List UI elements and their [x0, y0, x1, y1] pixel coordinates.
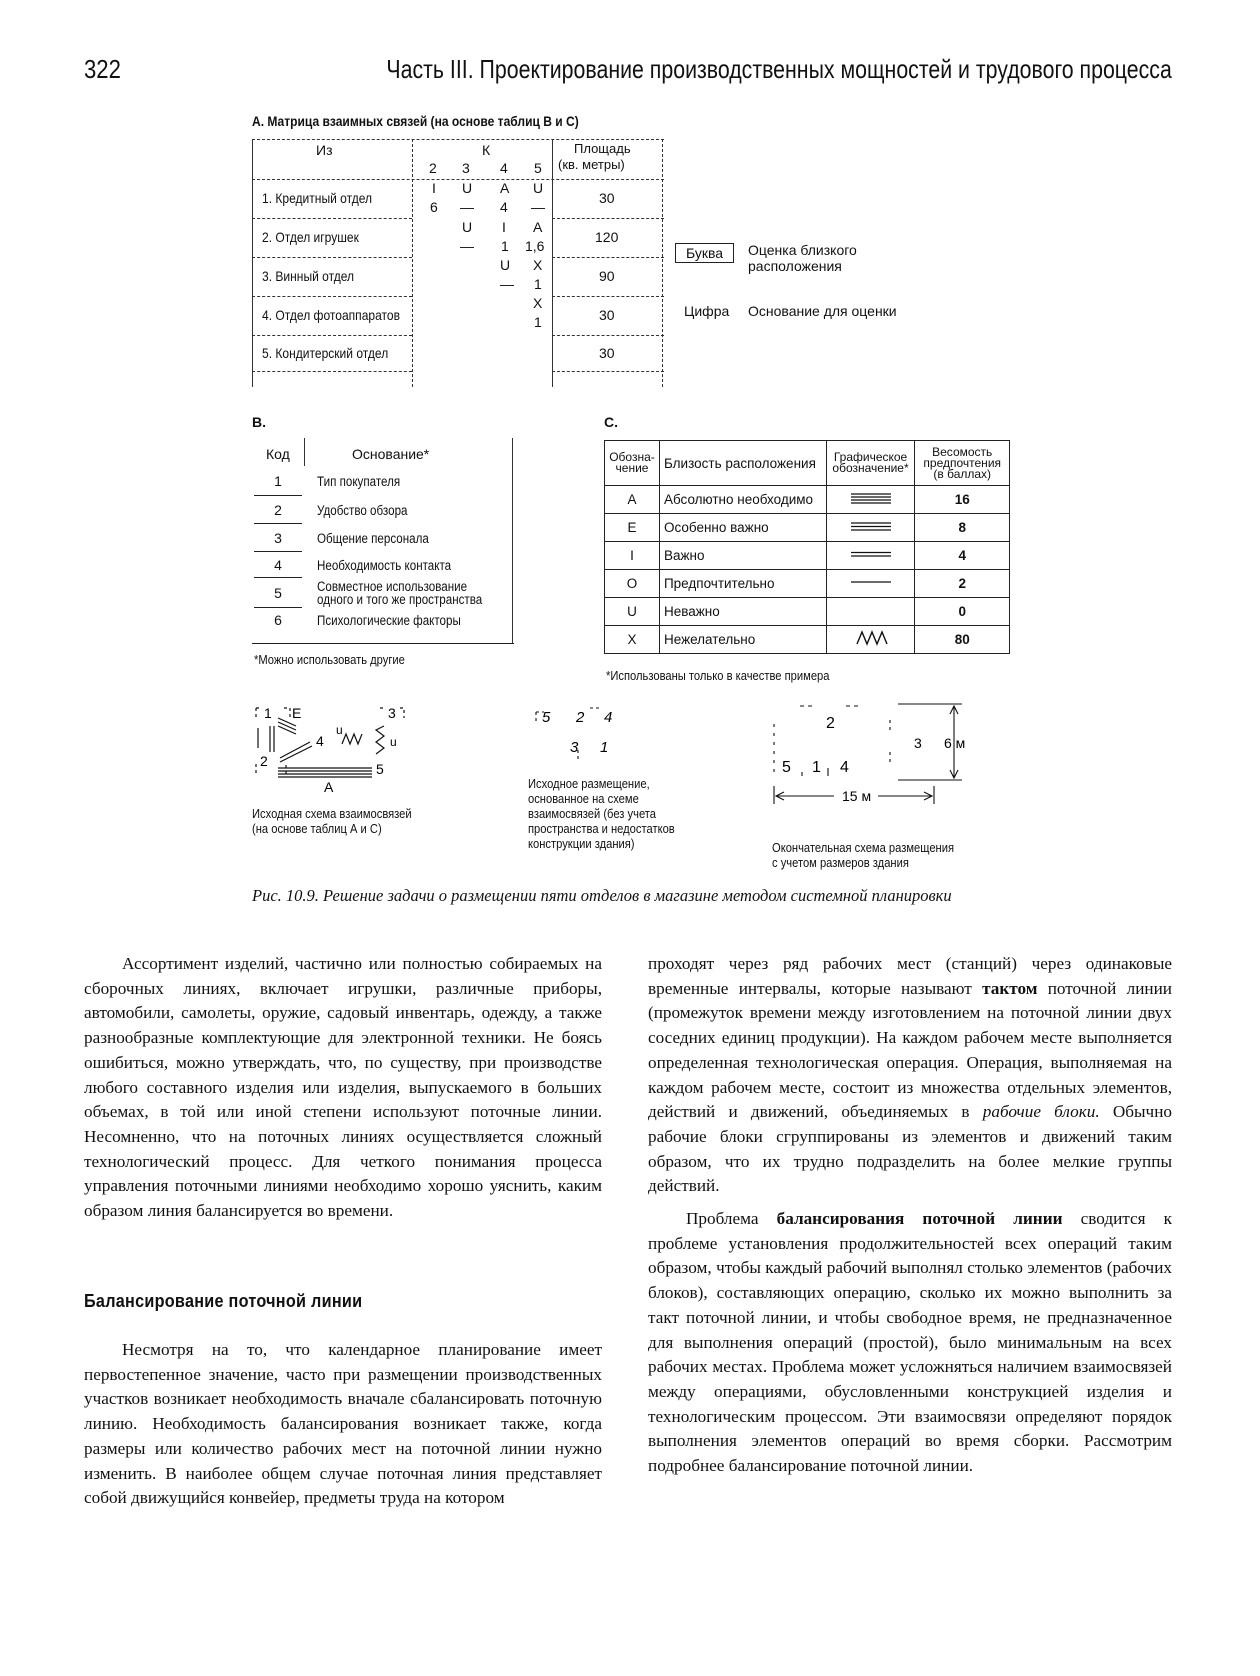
dept-5: 5. Кондитерский отдел: [262, 345, 389, 361]
pair-2-4-letter: I: [502, 219, 506, 235]
table-c-row: E Особенно важно 8: [605, 514, 1010, 542]
matrix-a-title: А. Матрица взаимных связей (на основе таблиц В и С): [252, 113, 579, 129]
paragraph: Несмотря на то, что календарное планирование имеет первостепенное значение, часто при размещении производственных участков возникает необходимость вначале сбалансировать поточную линию. Необходимость балансирования возникает также, когда размеры или количество рабочих мест на поточной линии нужно изменить. В наиболее общем случае поточная линия представляет собой движущийся конвейер, предметы труда на котором: [84, 1340, 602, 1508]
d1-node-4: 4: [316, 733, 324, 749]
d3-height-label: 6 м: [944, 735, 966, 751]
d3-width-label: 15 м: [842, 788, 872, 804]
legend-digit-label: Цифра: [684, 303, 730, 319]
paragraph: Ассортимент изделий, частично или полностью собираемых на сборочных линиях, включает игрушки, различные приборы, автомобили, самолеты, оружие, садовый инвентарь, одежду, а также разнообразные комплектующие для электронной техники. Не боясь ошибиться, можно утверждать, что, по существу, при производстве любого составного изделия или изделия, выпускаемого в больших объемах, в той или иной степени используют поточные линии. Несомненно, что на поточных линиях осуществляется сложный технологический процесс. Для четкого понимания процесса управления поточными линиями необходимо хорошо уяснить, каким образом линия балансируется во времени.: [84, 954, 602, 1221]
figure-caption: Рис. 10.9. Решение задачи о размещении пяти отделов в магазине методом системной планировки: [252, 886, 952, 905]
d1-node-1: 1: [264, 705, 272, 721]
dept-1: 1. Кредитный отдел: [262, 190, 373, 206]
body-column-left: [84, 952, 602, 1224]
table-b-row: 2 Удобство обзора: [252, 499, 514, 525]
table-b-col-code: Код: [266, 446, 290, 462]
pair-3-4-digit: —: [500, 276, 514, 292]
d1-node-3: 3: [388, 705, 396, 721]
pair-3-5-digit: 1: [534, 276, 542, 292]
table-c-footnote: *Использованы только в качестве примера: [606, 668, 830, 683]
d3-node-1: 1: [812, 759, 821, 776]
paragraph: Проблема балансирования поточной линии сводится к проблеме установления продолжительностей всех операций таким образом, чтобы каждый рабочий выполнял столько элементов (рабочих блоков), составляющих операцию, сколько их можно выполнить за такт поточной линии, и чтобы свободное время, не предназначенное для выполнения операций (простой), было минимальным на всех рабочих местах. Проблема может усложняться наличием взаимосвязей между операциями, обусловленными конструкцией изделия и технологическим процессом. Эти взаимосвязи определяют порядок выполнения элементов операций во время сборки. Рассмотрим подробнее балансирование поточной линии.: [648, 1209, 1172, 1476]
table-c-header-symbol: Обозна- чение: [605, 441, 660, 486]
pair-2-3-letter: U: [462, 219, 473, 235]
area-5: 30: [599, 345, 615, 361]
d1-label-a: A: [324, 779, 334, 794]
table-b-footnote: *Можно использовать другие: [254, 652, 405, 667]
relationship-diagram: [250, 702, 420, 794]
zigzag-symbol-icon: [826, 626, 915, 654]
table-b-row: 4 Необходимость контакта: [252, 553, 514, 579]
table-c-row: A Абсолютно необходимо 16: [605, 486, 1010, 514]
table-c: [604, 440, 1010, 654]
blank-symbol: [826, 598, 915, 626]
page-number: 322: [84, 54, 121, 84]
dept-3: 3. Винный отдел: [262, 268, 355, 284]
pair-1-3-letter: U: [462, 180, 473, 196]
line-symbol-icon: [826, 570, 915, 598]
pair-1-4-digit: 4: [500, 199, 508, 215]
d2-node-5: 5: [542, 709, 551, 726]
initial-layout-diagram: [534, 704, 634, 764]
paragraph: проходят через ряд рабочих мест (станций) через одинаковые временные интервалы, которые называют тактом поточной линии (промежуток времени между изготовлением на поточной линии двух соседних единиц продукции). На каждом рабочем месте выполняется определенная технологическая операция. Операция, выполняемая на каждом рабочем месте, состоит из множества отдельных элементов, действий и движений, объединяемых в рабочие блоки. Обычно рабочие блоки сгруппированы из элементов и движений таким образом, что их трудно подразделить на более мелкие группы действий.: [648, 954, 1172, 1196]
d2-node-3: 3: [570, 739, 579, 756]
term-line-balancing: балансирования поточной линии: [776, 1209, 1063, 1229]
pair-2-5-digit: 1,6: [525, 238, 545, 254]
pair-3-5-letter: X: [533, 257, 543, 273]
pair-1-4-letter: A: [500, 180, 510, 196]
matrix-col-2: 2: [429, 160, 437, 176]
table-c-row: O Предпочтительно 2: [605, 570, 1010, 598]
pair-1-3-digit: —: [460, 199, 474, 215]
d3-node-5: 5: [782, 759, 791, 776]
term-work-blocks: рабочие блоки.: [982, 1102, 1100, 1122]
table-c-row: I Важно 4: [605, 542, 1010, 570]
d3-node-2: 2: [826, 715, 835, 732]
d2-node-4: 4: [604, 709, 613, 726]
table-c-header-graphic: Графическое обозначение*: [826, 441, 915, 486]
table-b-row: 6 Психологические факторы: [274, 612, 461, 628]
matrix-col-4: 4: [500, 160, 508, 176]
area-4: 30: [599, 307, 615, 323]
pair-2-5-letter: A: [533, 219, 543, 235]
term-takt: тактом: [982, 978, 1038, 998]
matrix-col-area: Площадь: [574, 141, 631, 156]
area-2: 120: [595, 229, 619, 245]
matrix-a: [252, 139, 664, 389]
table-c-row: X Нежелательно 80: [605, 626, 1010, 654]
pair-2-3-digit: —: [460, 238, 474, 254]
matrix-col-from: Из: [316, 142, 333, 158]
d1-label-u1: u: [336, 723, 343, 737]
line-symbol-icon: [826, 486, 915, 514]
d2-node-2: 2: [576, 709, 585, 726]
pair-4-5-letter: X: [533, 295, 543, 311]
pair-2-4-digit: 1: [501, 238, 509, 254]
table-b: [252, 438, 514, 643]
d3-node-4: 4: [840, 759, 849, 776]
table-c-row: U Неважно 0: [605, 598, 1010, 626]
pair-1-5-digit: —: [531, 199, 545, 215]
pair-3-4-letter: U: [500, 257, 511, 273]
d3-caption: Окончательная схема размещения с учетом размеров здания: [772, 840, 955, 870]
table-b-row: 5 Совместное использование одного и того же пространства: [252, 579, 514, 605]
d1-caption: Исходная схема взаимосвязей (на основе таблиц А и С): [252, 806, 412, 836]
pair-1-2-letter: I: [432, 180, 436, 196]
section-heading: Балансирование поточной линии: [84, 1291, 363, 1311]
area-1: 30: [599, 190, 615, 206]
d1-label-u2: u: [390, 735, 397, 749]
line-symbol-icon: [826, 542, 915, 570]
legend-letter-box: Буква: [675, 243, 734, 263]
area-3: 90: [599, 268, 615, 284]
body-column-right: [648, 952, 1172, 1479]
table-c-header-weight: Весомость предпочтения (в баллах): [915, 441, 1010, 486]
line-symbol-icon: [826, 514, 915, 542]
table-c-header-closeness: Близость расположения: [659, 441, 826, 486]
d3-node-3: 3: [914, 735, 922, 751]
d1-label-e: E: [292, 705, 302, 721]
dept-4: 4. Отдел фотоаппаратов: [262, 307, 401, 323]
d2-node-1: 1: [600, 739, 609, 756]
pair-1-2-digit: 6: [430, 199, 438, 215]
matrix-col-area-unit: (кв. метры): [558, 157, 625, 172]
matrix-col-5: 5: [534, 160, 542, 176]
final-layout-diagram: [766, 700, 990, 824]
running-header: Часть III. Проектирование производственных мощностей и трудового процесса: [386, 54, 1172, 84]
legend-letter-desc: Оценка близкого расположения: [748, 242, 857, 274]
table-c-title: С.: [604, 414, 618, 430]
d1-node-5: 5: [376, 761, 384, 777]
table-b-row: 3 Общение персонала: [252, 526, 514, 552]
dept-2: 2. Отдел игрушек: [262, 229, 359, 245]
d2-caption: Исходное размещение, основанное на схеме взаимосвязей (без учета пространства и недостатков конструкции здания): [528, 776, 675, 851]
table-b-title: В.: [252, 414, 266, 430]
table-b-col-reason: Основание*: [352, 446, 430, 462]
legend-digit-desc: Основание для оценки: [748, 303, 897, 319]
d1-node-2: 2: [260, 753, 268, 769]
table-b-row: 1 Тип покупателя: [252, 472, 514, 498]
pair-1-5-letter: U: [533, 180, 544, 196]
matrix-col-to: К: [482, 142, 491, 158]
matrix-col-3: 3: [462, 160, 470, 176]
body-column-left-2: [84, 1338, 602, 1511]
pair-4-5-digit: 1: [534, 314, 542, 330]
